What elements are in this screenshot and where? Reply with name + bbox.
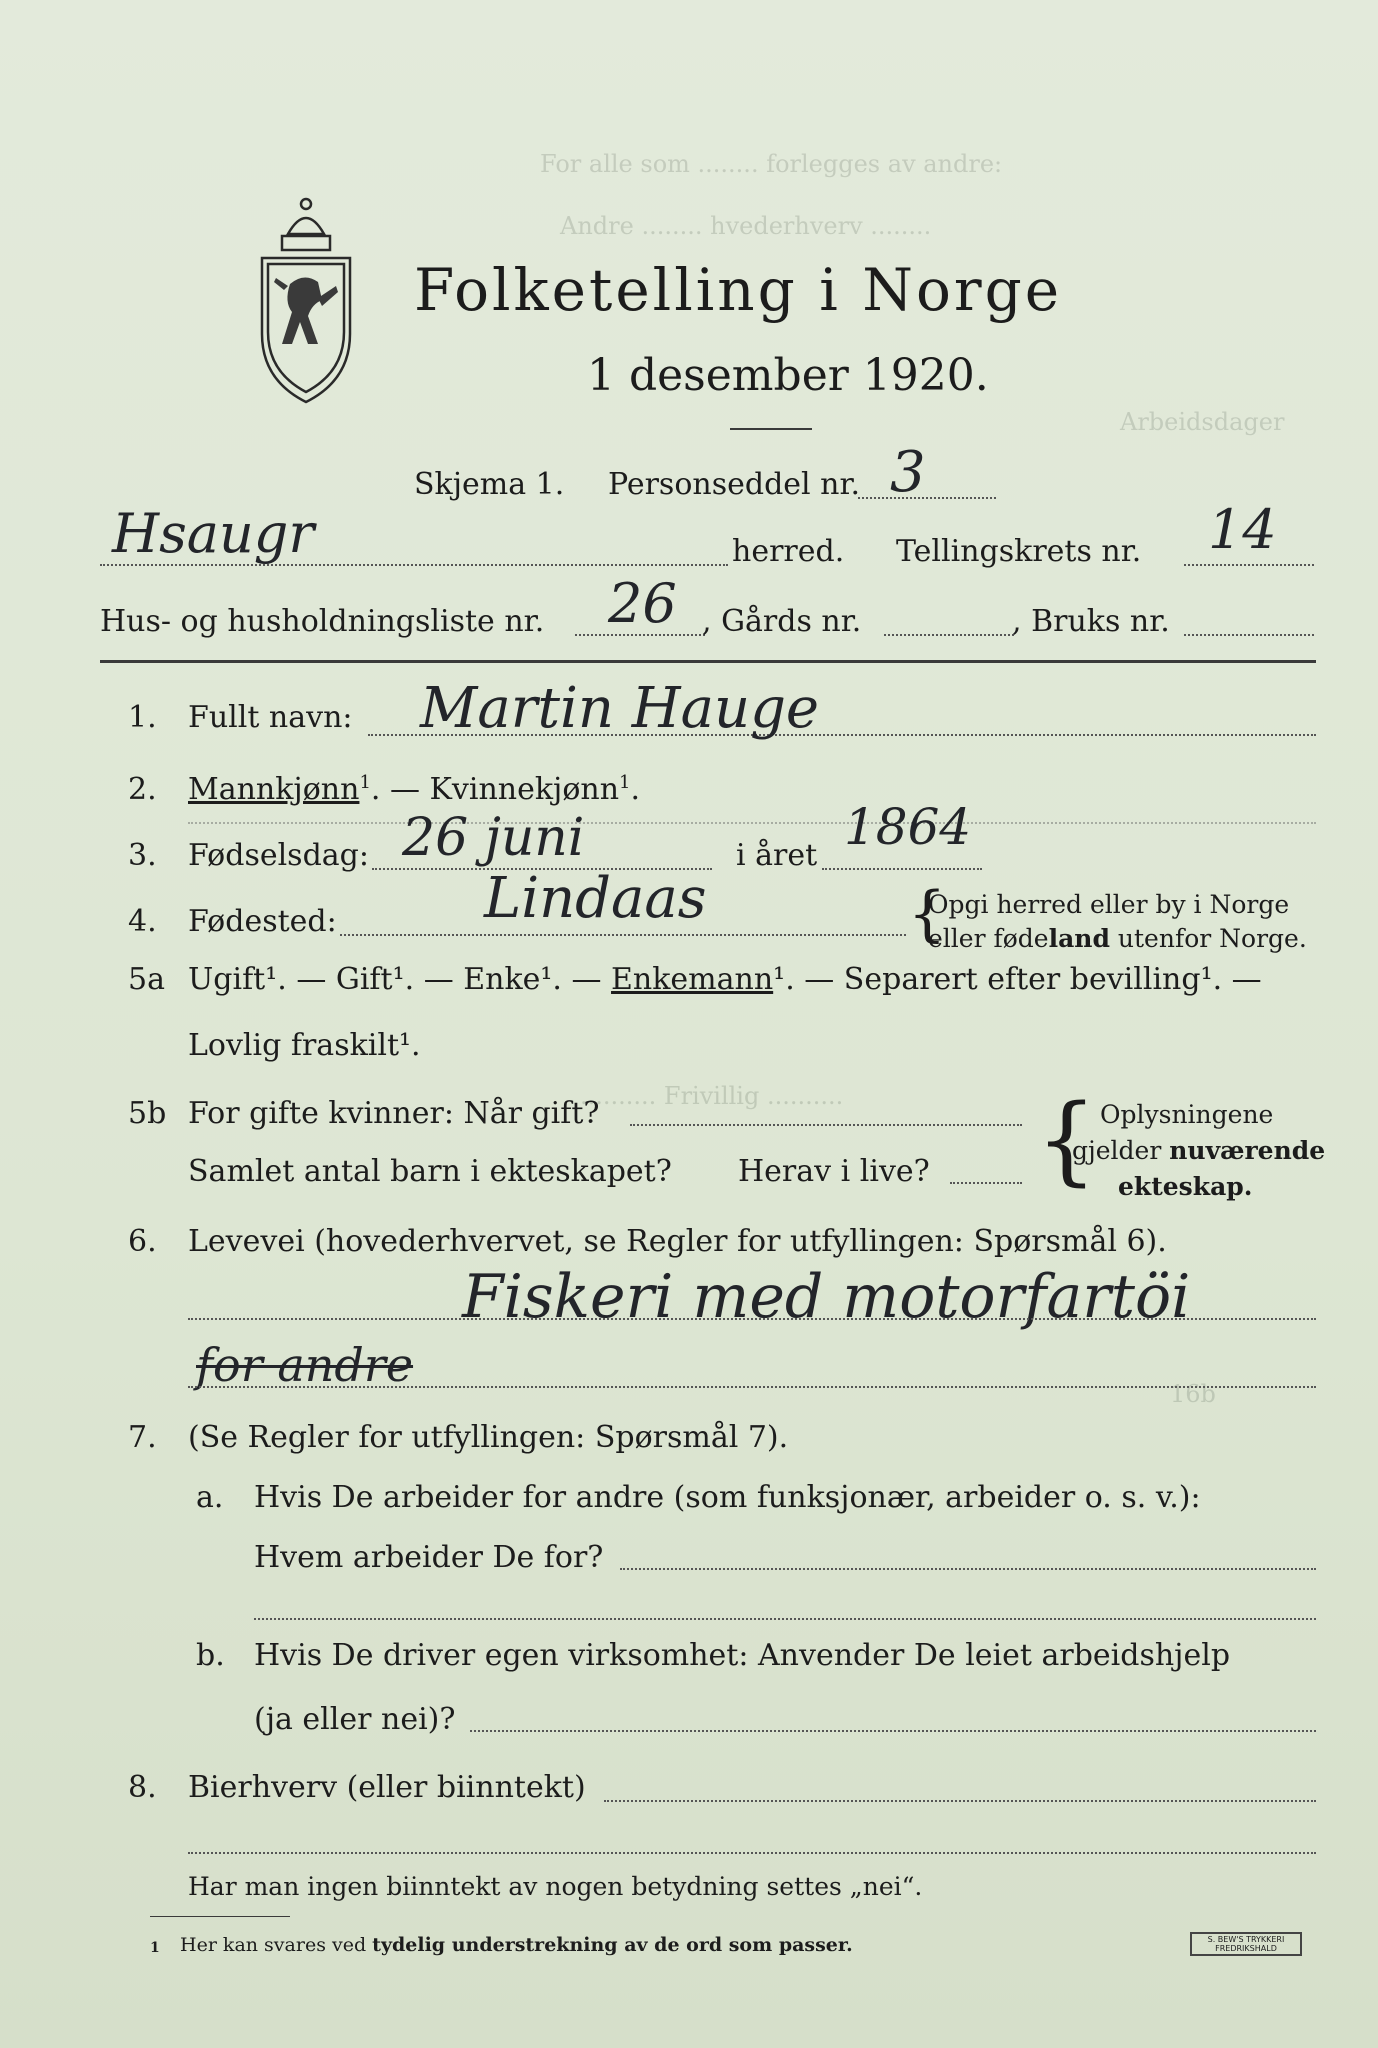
gards-label: , Gårds nr. xyxy=(702,604,862,639)
q4-label: Fødested: xyxy=(188,904,337,939)
q8-line xyxy=(604,1800,1316,1802)
bruks-line xyxy=(1184,634,1314,636)
personseddel-value: 3 xyxy=(890,440,926,505)
q6-line2 xyxy=(188,1386,1316,1388)
printer-stamp-line2: FREDRIKSHALD xyxy=(1215,1944,1277,1953)
personseddel-line xyxy=(858,497,996,499)
q5a-line2: Lovlig fraskilt¹. xyxy=(188,1028,421,1063)
q5b-note-bold: nuværende xyxy=(1169,1136,1326,1165)
q4-note-line2 xyxy=(928,924,1307,953)
footnote-divider xyxy=(150,1916,290,1917)
q7b-line xyxy=(470,1730,1316,1732)
q5b-number: 5b xyxy=(128,1096,167,1131)
q5b-note-line1: Oplysningene xyxy=(1100,1100,1274,1129)
q7a-text: Hvis De arbeider for andre (som funksjonær, arbeider o. s. v.): xyxy=(254,1480,1201,1515)
footnote-bold: tydelig understrekning av de ord som passer. xyxy=(372,1934,853,1956)
q5b-label: For gifte kvinner: Når gift? xyxy=(188,1096,600,1131)
q5b-bracket: { xyxy=(1036,1084,1098,1196)
bleed-through-text: 16b xyxy=(1170,1380,1216,1408)
q7b-text: Hvis De driver egen virksomhet: Anvender De leiet arbeidshjelp xyxy=(254,1638,1231,1673)
bleed-through-text: Andre ........ hvederhverv ........ xyxy=(560,212,932,240)
husliste-value: 26 xyxy=(608,572,677,635)
q2-footnote-ref: 1 xyxy=(359,772,371,793)
q8-number: 8. xyxy=(128,1770,157,1805)
q5b-note-line2 xyxy=(1072,1136,1325,1165)
q2-options xyxy=(188,772,640,807)
bleed-through-text: For alle som ........ forlegges av andre: xyxy=(540,150,1003,178)
tellingskrets-value: 14 xyxy=(1208,498,1277,561)
q2-line xyxy=(188,822,1316,824)
q3-year-label: i året xyxy=(736,838,818,873)
q8-note: Har man ingen biinntekt av nogen betydning settes „nei“. xyxy=(188,1872,923,1901)
q2-end: . xyxy=(630,772,641,807)
q4-number: 4. xyxy=(128,904,157,939)
q2-footnote-ref: 1 xyxy=(619,772,631,793)
herred-value: Hsaugr xyxy=(112,502,315,565)
footnote-mark: 1 xyxy=(150,1940,160,1956)
gards-line xyxy=(884,634,1014,636)
q4-note-part: eller føde xyxy=(928,924,1049,953)
q1-label: Fullt navn: xyxy=(188,700,353,735)
personseddel-label: Personseddel nr. xyxy=(608,467,861,502)
skjema-label: Skjema 1. xyxy=(414,467,565,502)
form-date: 1 desember 1920. xyxy=(587,350,989,401)
printer-stamp xyxy=(1190,1932,1302,1956)
q6-struck-value: for andre xyxy=(196,1338,414,1392)
q5a-number: 5a xyxy=(128,962,165,997)
q7b-letter: b. xyxy=(196,1638,225,1673)
q6-label: Levevei (hovederhvervet, se Regler for utfyllingen: Spørsmål 6). xyxy=(188,1224,1167,1259)
q7b-line2: (ja eller nei)? xyxy=(254,1702,456,1737)
q7a-line xyxy=(620,1568,1316,1570)
q7a-letter: a. xyxy=(196,1480,224,1515)
q3-number: 3. xyxy=(128,838,157,873)
q4-note-part: utenfor Norge. xyxy=(1109,924,1307,953)
q5a-selected-option: Enkemann xyxy=(611,962,774,997)
bleed-through-text: .......... Frivillig .......... xyxy=(580,1082,844,1110)
footnote-part: Her kan svares ved xyxy=(180,1934,373,1956)
form-title: Folketelling i Norge xyxy=(414,256,1063,324)
title-divider xyxy=(730,428,812,430)
husliste-label: Hus- og husholdningsliste nr. xyxy=(100,604,545,639)
norwegian-coat-of-arms-icon xyxy=(248,194,364,406)
q6-line1 xyxy=(188,1318,1316,1320)
q5b-herav: Herav i live? xyxy=(738,1154,930,1189)
q5b-line xyxy=(630,1124,1022,1126)
q6-value: Fiskeri med motorfartöi xyxy=(462,1262,1191,1332)
q2-number: 2. xyxy=(128,772,157,807)
tellingskrets-label: Tellingskrets nr. xyxy=(896,534,1142,569)
bruks-label: , Bruks nr. xyxy=(1012,604,1170,639)
q3-value: 26 juni xyxy=(402,808,585,868)
q5b-note-part: gjelder xyxy=(1072,1136,1170,1165)
q2-male-option: Mannkjønn xyxy=(188,772,360,807)
q4-bracket: { xyxy=(908,879,947,949)
q4-note-bold: land xyxy=(1048,924,1110,953)
section-divider xyxy=(100,660,1316,663)
q7a-line2: Hvem arbeider De for? xyxy=(254,1540,604,1575)
q8-line2 xyxy=(188,1852,1316,1854)
q4-line xyxy=(340,934,906,936)
q8-label: Bierhverv (eller biinntekt) xyxy=(188,1770,586,1805)
q4-value: Lindaas xyxy=(484,866,707,931)
herred-label: herred. xyxy=(732,534,845,569)
printer-stamp-line1: S. BEW'S TRYKKERI xyxy=(1207,1935,1285,1944)
q3-year-value: 1864 xyxy=(844,798,972,856)
q5a-options xyxy=(188,962,1262,997)
footnote-text xyxy=(180,1934,853,1956)
q5a-part: Ugift¹. — Gift¹. — Enke¹. — xyxy=(188,962,612,997)
q7-label: (Se Regler for utfyllingen: Spørsmål 7). xyxy=(188,1420,789,1455)
q2-female-option: . — Kvinnekjønn xyxy=(370,772,620,807)
q5a-part: ¹. — Separert efter bevilling¹. — xyxy=(773,962,1262,997)
q5b-note-line3: ekteskap. xyxy=(1118,1172,1253,1201)
q5b-line2: Samlet antal barn i ekteskapet? xyxy=(188,1154,672,1189)
q1-value: Martin Hauge xyxy=(420,676,820,741)
bleed-through-text: Arbeidsdager xyxy=(1120,408,1285,436)
herred-line xyxy=(100,564,728,566)
q1-number: 1. xyxy=(128,700,157,735)
q7-number: 7. xyxy=(128,1420,157,1455)
tellingskrets-line xyxy=(1184,564,1314,566)
q3-label: Fødselsdag: xyxy=(188,838,369,873)
q5b-herav-line xyxy=(950,1182,1022,1184)
q7a-line2-dots xyxy=(254,1618,1316,1620)
q4-note-line1: Opgi herred eller by i Norge xyxy=(928,890,1290,919)
q3-year-line xyxy=(822,868,982,870)
q6-number: 6. xyxy=(128,1224,157,1259)
